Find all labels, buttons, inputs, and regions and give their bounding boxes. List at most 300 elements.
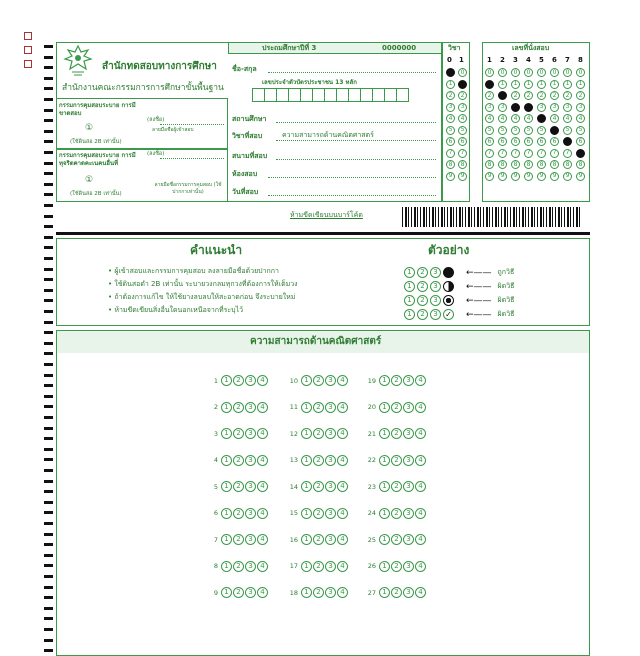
digit-bubble[interactable]: 7 [485,149,494,158]
digit-bubble[interactable]: 4 [498,114,507,123]
digit-bubble[interactable]: 9 [485,172,494,181]
digit-bubble[interactable]: 0 [511,68,520,77]
answer-choice-bubble[interactable]: 1 [379,534,390,545]
id-label: เลขประจำตัวบัตรประชาชน 13 หลัก [262,79,357,86]
answer-choice-bubble[interactable]: 2 [313,481,324,492]
question-row[interactable] [364,428,426,439]
answer-choice-bubble[interactable]: 2 [313,534,324,545]
answer-choice-bubble[interactable]: 2 [391,561,402,572]
answer-choice-bubble[interactable]: 4 [257,587,268,598]
timing-mark [44,172,53,175]
digit-bubble[interactable]: 8 [563,160,572,169]
answer-choice-bubble[interactable]: 2 [233,481,244,492]
answer-choice-bubble[interactable]: 4 [257,402,268,413]
answer-choice-bubble[interactable]: 2 [233,402,244,413]
digit-bubble[interactable]: 2 [446,91,455,100]
center-label: สนามที่สอบ [232,152,268,160]
digit-bubble[interactable]: 0 [458,68,467,77]
seat-column-header: 3 [513,56,518,64]
digit-bubble[interactable]: 4 [576,114,585,123]
answer-choice-bubble[interactable]: 2 [233,534,244,545]
answer-choice-bubble[interactable]: 4 [415,508,426,519]
digit-bubble[interactable]: 9 [563,172,572,181]
digit-bubble[interactable]: 6 [524,137,533,146]
registration-mark [24,60,32,68]
committee1-sign-line[interactable] [160,124,224,125]
digit-bubble[interactable]: 8 [511,160,520,169]
seat-number-column[interactable] [537,68,546,183]
timing-mark [44,98,53,101]
timing-mark [44,204,53,207]
committee1-title: กรรมการคุมสอบระบาย การมีขาดสอบ [59,102,136,117]
answer-choice-bubble[interactable]: 2 [233,508,244,519]
digit-bubble[interactable]: 5 [498,126,507,135]
answer-choice-bubble[interactable]: 3 [403,402,414,413]
answer-choice-bubble[interactable]: 3 [403,561,414,572]
answer-choice-bubble[interactable]: 4 [257,508,268,519]
question-row[interactable] [364,534,426,545]
answer-choice-bubble[interactable]: 3 [325,481,336,492]
answer-choice-bubble[interactable]: 3 [403,455,414,466]
answer-choice-bubble[interactable]: 1 [301,455,312,466]
question-row[interactable] [206,508,268,519]
digit-bubble[interactable]: 8 [524,160,533,169]
committee1-circle[interactable]: ① [85,123,94,133]
question-row[interactable] [206,534,268,545]
digit-bubble[interactable]: 9 [511,172,520,181]
digit-bubble[interactable]: 2 [550,91,559,100]
answer-choice-bubble[interactable]: 1 [301,481,312,492]
answer-choice-bubble[interactable]: 4 [337,402,348,413]
digit-bubble[interactable]: 1 [576,80,585,89]
digit-bubble[interactable]: 1 [511,80,520,89]
digit-bubble[interactable]: 7 [550,149,559,158]
answer-choice-bubble[interactable]: 4 [337,428,348,439]
question-row[interactable] [206,375,268,386]
digit-bubble[interactable]: 8 [498,160,507,169]
example-label: ผิดวิธี [497,296,515,304]
question-row[interactable] [206,587,268,598]
digit-bubble[interactable]: 2 [458,91,467,100]
answer-choice-bubble[interactable]: 3 [245,561,256,572]
answer-choice-bubble[interactable]: 3 [325,428,336,439]
question-row[interactable] [206,455,268,466]
answer-choice-bubble[interactable]: 4 [257,428,268,439]
seat-number-column[interactable] [576,68,585,183]
answer-choice-bubble[interactable]: 2 [391,402,402,413]
answer-choice-bubble[interactable]: 3 [245,508,256,519]
committee-divider [56,148,228,150]
seat-number-column[interactable] [563,68,572,183]
digit-bubble[interactable]: 4 [537,114,546,123]
question-number: 1 [213,376,218,385]
digit-bubble[interactable]: 1 [498,80,507,89]
digit-bubble[interactable]: 0 [446,68,455,77]
answer-choice-bubble[interactable]: 4 [337,587,348,598]
answer-choice-bubble[interactable]: 3 [325,508,336,519]
digit-bubble[interactable]: 3 [485,103,494,112]
answer-choice-bubble[interactable]: 2 [313,508,324,519]
answer-choice-bubble[interactable]: 1 [379,428,390,439]
digit-bubble[interactable]: 0 [537,68,546,77]
digit-bubble[interactable]: 6 [485,137,494,146]
digit-bubble[interactable]: 8 [458,160,467,169]
subject-code-column[interactable] [446,68,455,183]
question-row[interactable] [364,375,426,386]
question-number: 22 [367,456,376,464]
timing-mark [44,77,53,80]
digit-bubble[interactable]: 0 [485,68,494,77]
digit-bubble[interactable]: 9 [537,172,546,181]
digit-bubble[interactable]: 8 [537,160,546,169]
timing-mark [44,257,53,260]
answer-choice-bubble[interactable]: 1 [379,402,390,413]
digit-bubble[interactable]: 1 [524,80,533,89]
digit-bubble[interactable]: 3 [498,103,507,112]
example-mark-x [443,295,454,306]
answer-choice-bubble[interactable]: 4 [415,375,426,386]
digit-bubble[interactable]: 1 [485,80,494,89]
answer-choice-bubble[interactable]: 4 [415,481,426,492]
digit-bubble[interactable]: 6 [537,137,546,146]
question-row[interactable] [206,402,268,413]
digit-bubble[interactable]: 9 [576,172,585,181]
example-label: ผิดวิธี [497,310,515,318]
digit-bubble[interactable]: 0 [550,68,559,77]
question-number: 24 [367,509,376,517]
question-row[interactable] [206,481,268,492]
timing-mark [44,352,53,355]
answer-choice-bubble[interactable]: 3 [245,587,256,598]
digit-bubble[interactable]: 0 [524,68,533,77]
digit-bubble[interactable]: 8 [550,160,559,169]
seat-number-column[interactable] [511,68,520,183]
digit-bubble[interactable]: 1 [563,80,572,89]
digit-bubble[interactable]: 7 [537,149,546,158]
answer-choice-bubble[interactable]: 4 [415,402,426,413]
digit-bubble[interactable]: 5 [537,126,546,135]
example-bubble: 2 [417,295,428,306]
seat-number-column[interactable] [524,68,533,183]
committee2-sign-line[interactable] [160,158,224,159]
question-row[interactable] [286,481,348,492]
answer-choice-bubble[interactable]: 1 [221,402,232,413]
digit-bubble[interactable]: 7 [498,149,507,158]
question-row[interactable] [286,587,348,598]
answer-choice-bubble[interactable]: 1 [379,587,390,598]
digit-bubble[interactable]: 5 [446,126,455,135]
answer-choice-bubble[interactable]: 2 [391,428,402,439]
answer-choice-bubble[interactable]: 4 [337,481,348,492]
answer-choice-bubble[interactable]: 3 [403,428,414,439]
digit-bubble[interactable]: 3 [524,103,533,112]
digit-bubble[interactable]: 4 [485,114,494,123]
digit-bubble[interactable]: 4 [511,114,520,123]
committee2-sign-label: (ลงชื่อ) [147,151,165,157]
answer-choice-bubble[interactable]: 2 [313,455,324,466]
digit-bubble[interactable]: 0 [576,68,585,77]
answer-choice-bubble[interactable]: 3 [245,481,256,492]
school-label: สถานศึกษา [232,115,267,123]
id-digit-box[interactable] [396,88,409,102]
answer-choice-bubble[interactable]: 1 [301,534,312,545]
answer-choice-bubble[interactable]: 4 [337,561,348,572]
answer-choice-bubble[interactable]: 3 [245,534,256,545]
example-label: ผิดวิธี [497,282,515,290]
answer-choice-bubble[interactable]: 4 [257,561,268,572]
barcode-note: ห้ามขีดเขียนบนบาร์โค้ด [290,211,363,219]
digit-bubble[interactable]: 2 [511,91,520,100]
digit-bubble[interactable]: 9 [524,172,533,181]
answer-choice-bubble[interactable]: 4 [415,428,426,439]
seat-number-column[interactable] [485,68,494,183]
digit-bubble[interactable]: 8 [485,160,494,169]
answer-choice-bubble[interactable]: 4 [337,534,348,545]
answer-choice-bubble[interactable]: 4 [415,587,426,598]
center-line[interactable] [276,159,436,160]
digit-bubble[interactable]: 7 [563,149,572,158]
digit-bubble[interactable]: 3 [537,103,546,112]
answer-choice-bubble[interactable]: 3 [325,587,336,598]
answer-choice-bubble[interactable]: 4 [337,375,348,386]
answer-choice-bubble[interactable]: 1 [221,508,232,519]
digit-bubble[interactable]: 2 [485,91,494,100]
question-number: 2 [213,403,218,411]
answer-choice-bubble[interactable]: 1 [221,534,232,545]
answer-choice-bubble[interactable]: 1 [301,428,312,439]
digit-bubble[interactable]: 0 [498,68,507,77]
committee2-circle[interactable]: ① [85,175,94,185]
answer-choice-bubble[interactable]: 1 [221,561,232,572]
digit-bubble[interactable]: 3 [511,103,520,112]
digit-bubble[interactable]: 2 [563,91,572,100]
question-row[interactable] [364,587,426,598]
digit-bubble[interactable]: 3 [550,103,559,112]
seat-column-header: 2 [500,56,505,64]
timing-mark [44,162,53,165]
digit-bubble[interactable]: 8 [446,160,455,169]
digit-bubble[interactable]: 6 [446,137,455,146]
answer-choice-bubble[interactable]: 1 [379,455,390,466]
timing-mark [44,480,53,483]
question-row[interactable] [286,508,348,519]
example-mark-check: ✓ [443,309,454,320]
answer-choice-bubble[interactable]: 3 [245,375,256,386]
date-line[interactable] [268,195,436,196]
digit-bubble[interactable]: 5 [524,126,533,135]
digit-bubble[interactable]: 3 [563,103,572,112]
answer-choice-bubble[interactable]: 1 [221,375,232,386]
answer-choice-bubble[interactable]: 1 [301,402,312,413]
answer-choice-bubble[interactable]: 1 [379,481,390,492]
digit-bubble[interactable]: 2 [524,91,533,100]
digit-bubble[interactable]: 7 [576,149,585,158]
answer-choice-bubble[interactable]: 1 [301,375,312,386]
digit-bubble[interactable]: 5 [576,126,585,135]
citizen-id-boxes[interactable] [252,88,408,102]
digit-bubble[interactable]: 4 [563,114,572,123]
answer-choice-bubble[interactable]: 4 [415,455,426,466]
answer-choice-bubble[interactable]: 4 [257,481,268,492]
question-number: 7 [213,535,218,544]
seat-number-column[interactable] [498,68,507,183]
answer-choice-bubble[interactable]: 1 [301,561,312,572]
timing-mark [44,342,53,345]
answer-choice-bubble[interactable]: 2 [391,375,402,386]
answer-choice-bubble[interactable]: 2 [391,481,402,492]
answer-choice-bubble[interactable]: 4 [257,534,268,545]
answer-choice-bubble[interactable]: 1 [221,481,232,492]
digit-bubble[interactable]: 0 [563,68,572,77]
digit-bubble[interactable]: 6 [511,137,520,146]
name-line[interactable] [268,72,436,73]
question-number: 16 [289,535,298,544]
answer-choice-bubble[interactable]: 3 [325,375,336,386]
digit-bubble[interactable]: 7 [511,149,520,158]
digit-bubble[interactable]: 4 [524,114,533,123]
answer-choice-bubble[interactable]: 1 [221,455,232,466]
digit-bubble[interactable]: 9 [498,172,507,181]
seat-number-column[interactable] [550,68,559,183]
question-row[interactable] [364,402,426,413]
digit-bubble[interactable]: 9 [446,172,455,181]
digit-bubble[interactable]: 6 [498,137,507,146]
answer-choice-bubble[interactable]: 2 [391,455,402,466]
digit-bubble[interactable]: 3 [458,103,467,112]
question-row[interactable] [286,402,348,413]
digit-bubble[interactable]: 5 [563,126,572,135]
digit-bubble[interactable]: 3 [446,103,455,112]
digit-bubble[interactable]: 1 [550,80,559,89]
answer-choice-bubble[interactable]: 1 [221,428,232,439]
answer-choice-bubble[interactable]: 4 [257,455,268,466]
digit-bubble[interactable]: 4 [550,114,559,123]
answer-choice-bubble[interactable]: 3 [403,481,414,492]
answer-choice-bubble[interactable]: 4 [415,561,426,572]
question-row[interactable] [286,428,348,439]
digit-bubble[interactable]: 9 [458,172,467,181]
answer-choice-bubble[interactable]: 2 [233,455,244,466]
timing-mark [44,586,53,589]
answer-choice-bubble[interactable]: 1 [379,561,390,572]
digit-bubble[interactable]: 1 [537,80,546,89]
timing-mark [44,458,53,461]
room-line[interactable] [268,177,436,178]
digit-bubble[interactable]: 1 [458,80,467,89]
question-row[interactable] [364,481,426,492]
digit-bubble[interactable]: 4 [458,114,467,123]
question-number: 17 [289,562,298,570]
digit-bubble[interactable]: 6 [576,137,585,146]
answer-choice-bubble[interactable]: 2 [313,375,324,386]
answer-choice-bubble[interactable]: 3 [403,534,414,545]
answer-choice-bubble[interactable]: 1 [301,508,312,519]
answer-choice-bubble[interactable]: 3 [325,561,336,572]
digit-bubble[interactable]: 5 [511,126,520,135]
digit-bubble[interactable]: 4 [446,114,455,123]
seat-column-header: 1 [487,56,492,64]
answer-choice-bubble[interactable]: 3 [245,428,256,439]
question-row[interactable] [286,561,348,572]
answer-choice-bubble[interactable]: 3 [325,534,336,545]
question-row[interactable] [286,375,348,386]
answer-choice-bubble[interactable]: 2 [313,428,324,439]
digit-bubble[interactable]: 5 [485,126,494,135]
answer-choice-bubble[interactable]: 2 [233,587,244,598]
answer-choice-bubble[interactable]: 2 [233,428,244,439]
answer-choice-bubble[interactable]: 4 [257,375,268,386]
answer-choice-bubble[interactable]: 2 [391,534,402,545]
question-row[interactable] [206,428,268,439]
answer-choice-bubble[interactable]: 1 [379,375,390,386]
answer-choice-bubble[interactable]: 2 [313,402,324,413]
answer-choice-bubble[interactable]: 2 [233,375,244,386]
answer-choice-bubble[interactable]: 4 [337,455,348,466]
digit-bubble[interactable]: 7 [458,149,467,158]
answer-choice-bubble[interactable]: 2 [313,587,324,598]
answer-choice-bubble[interactable]: 4 [415,534,426,545]
question-row[interactable] [286,455,348,466]
question-row[interactable] [364,561,426,572]
answer-choice-bubble[interactable]: 1 [379,508,390,519]
question-number: 19 [367,376,376,385]
question-number: 26 [367,562,376,570]
answer-choice-bubble[interactable]: 3 [403,587,414,598]
answer-choice-bubble[interactable]: 2 [233,561,244,572]
digit-bubble[interactable]: 1 [446,80,455,89]
answer-choice-bubble[interactable]: 3 [245,402,256,413]
digit-bubble[interactable]: 6 [550,137,559,146]
school-line[interactable] [276,122,436,123]
timing-mark [44,225,53,228]
name-label: ชื่อ-สกุล [232,65,257,73]
digit-bubble[interactable]: 5 [458,126,467,135]
answer-choice-bubble[interactable]: 2 [313,561,324,572]
digit-bubble[interactable]: 2 [537,91,546,100]
digit-bubble[interactable]: 9 [550,172,559,181]
digit-bubble[interactable]: 6 [458,137,467,146]
digit-bubble[interactable]: 7 [446,149,455,158]
digit-bubble[interactable]: 8 [576,160,585,169]
answer-choice-bubble[interactable]: 2 [391,508,402,519]
digit-bubble[interactable]: 3 [576,103,585,112]
question-number: 14 [289,482,298,491]
digit-bubble[interactable]: 5 [550,126,559,135]
answer-choice-bubble[interactable]: 3 [403,508,414,519]
example-row [404,281,514,292]
digit-bubble[interactable]: 6 [563,137,572,146]
digit-bubble[interactable]: 7 [524,149,533,158]
question-row[interactable] [206,561,268,572]
timing-mark [44,374,53,377]
answer-choice-bubble[interactable]: 3 [245,455,256,466]
question-number: 8 [213,562,218,570]
subject-code-column[interactable] [458,68,467,183]
seat-column-header: 8 [578,56,583,64]
answer-choice-bubble[interactable]: 3 [325,402,336,413]
answer-choice-bubble[interactable]: 3 [403,375,414,386]
answer-choice-bubble[interactable]: 2 [391,587,402,598]
answer-choice-bubble[interactable]: 4 [337,508,348,519]
question-row[interactable] [364,508,426,519]
answer-choice-bubble[interactable]: 1 [301,587,312,598]
answer-choice-bubble[interactable]: 3 [325,455,336,466]
answer-choice-bubble[interactable]: 1 [221,587,232,598]
question-row[interactable] [286,534,348,545]
digit-bubble[interactable]: 2 [576,91,585,100]
digit-bubble[interactable]: 2 [498,91,507,100]
question-row[interactable] [364,455,426,466]
